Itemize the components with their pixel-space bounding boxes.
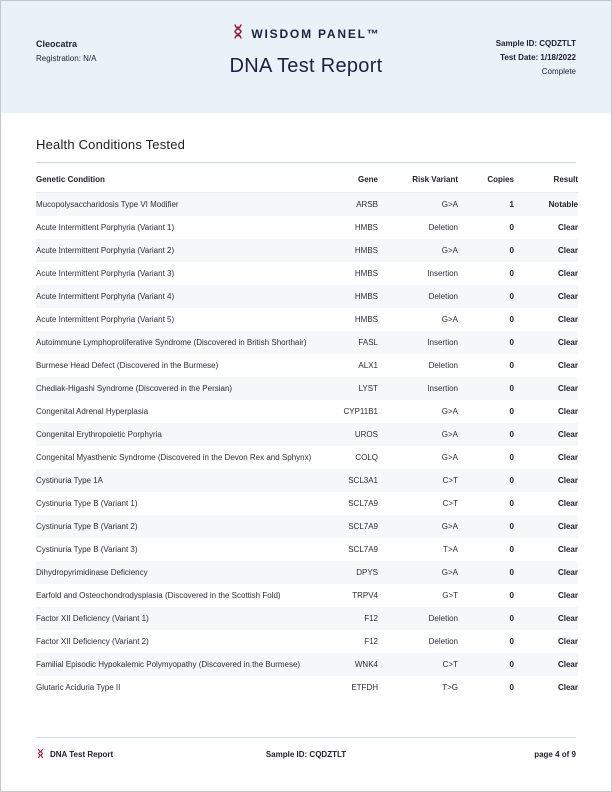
- cell-result: Clear: [557, 568, 578, 577]
- cell-risk-variant: Deletion: [428, 361, 458, 370]
- cell-risk-variant: G>A: [441, 315, 458, 324]
- report-header: [1, 1, 611, 113]
- table-row: [36, 308, 578, 331]
- cell-result: Clear: [557, 545, 578, 554]
- cell-risk-variant: T>G: [442, 683, 458, 692]
- registration: Registration: N/A: [36, 54, 97, 63]
- table-row: [36, 584, 578, 607]
- status-text: Complete: [541, 67, 576, 76]
- cell-risk-variant: G>A: [441, 246, 458, 255]
- table-row: [36, 262, 578, 285]
- cell-risk-variant: G>A: [441, 407, 458, 416]
- cell-gene: UROS: [354, 430, 378, 439]
- dna-helix-icon: [36, 748, 45, 761]
- cell-condition: Chediak-Higashi Syndrome (Discovered in the Persian): [36, 384, 233, 393]
- footer-sample-id: Sample ID: CQDZTLT: [265, 750, 347, 759]
- cell-copies: 0: [509, 545, 514, 554]
- brand-row: [186, 23, 426, 45]
- cell-gene: CYP11B1: [343, 407, 378, 416]
- cell-risk-variant: G>A: [441, 522, 458, 531]
- cell-copies: 0: [509, 407, 514, 416]
- cell-gene: HMBS: [354, 246, 378, 255]
- cell-risk-variant: C>T: [442, 660, 458, 669]
- cell-risk-variant: T>A: [443, 545, 458, 554]
- cell-copies: 0: [509, 476, 514, 485]
- test-date: Test Date: 1/18/2022: [500, 53, 576, 62]
- cell-copies: 0: [509, 223, 514, 232]
- cell-condition: Congenital Adrenal Hyperplasia: [36, 407, 149, 416]
- cell-result: Clear: [557, 637, 578, 646]
- cell-copies: 1: [509, 200, 514, 209]
- cell-gene: SCL7A9: [348, 499, 378, 508]
- table-row: [36, 193, 578, 217]
- cell-condition: Acute Intermittent Porphyria (Variant 1): [36, 223, 175, 232]
- table-row: [36, 400, 578, 423]
- cell-condition: Cystinuria Type B (Variant 2): [36, 522, 138, 531]
- cell-risk-variant: Insertion: [427, 269, 458, 278]
- pet-info: [36, 23, 186, 97]
- dna-helix-icon: [231, 23, 245, 45]
- cell-risk-variant: Insertion: [427, 384, 458, 393]
- cell-result: Clear: [557, 223, 578, 232]
- cell-copies: 0: [509, 269, 514, 278]
- cell-result: Clear: [557, 453, 578, 462]
- table-row: [36, 561, 578, 584]
- cell-condition: Cystinuria Type B (Variant 3): [36, 545, 138, 554]
- cell-result: Clear: [557, 430, 578, 439]
- table-row: [36, 653, 578, 676]
- table-header: [36, 167, 578, 193]
- section-header: [36, 137, 576, 163]
- cell-copies: 0: [509, 568, 514, 577]
- cell-condition: Factor XII Deficiency (Variant 1): [36, 614, 149, 623]
- table-row: [36, 676, 578, 699]
- table-row: [36, 469, 578, 492]
- column-genetic-condition: Genetic Condition: [36, 167, 312, 193]
- table-row: [36, 423, 578, 446]
- cell-gene: LYST: [358, 384, 378, 393]
- cell-gene: ETFDH: [351, 683, 378, 692]
- cell-condition: Acute Intermittent Porphyria (Variant 5): [36, 315, 175, 324]
- cell-copies: 0: [509, 338, 514, 347]
- cell-condition: Familial Episodic Hypokalemic Polymyopathy (Discovered in the Burmese): [36, 660, 301, 669]
- sample-info: [426, 23, 576, 97]
- table-row: [36, 538, 578, 561]
- table-row: [36, 377, 578, 400]
- table-row: [36, 331, 578, 354]
- cell-condition: Glutaric Aciduria Type II: [36, 683, 121, 692]
- cell-condition: Earfold and Osteochondrodysplasia (Discovered in the Scottish Fold): [36, 591, 281, 600]
- cell-result: Clear: [557, 246, 578, 255]
- cell-result: Clear: [557, 522, 578, 531]
- cell-gene: HMBS: [354, 269, 378, 278]
- cell-condition: Mucopolysaccharidosis Type VI Modifier: [36, 200, 179, 209]
- cell-gene: HMBS: [354, 223, 378, 232]
- cell-copies: 0: [509, 292, 514, 301]
- cell-gene: WNK4: [354, 660, 378, 669]
- cell-copies: 0: [509, 591, 514, 600]
- cell-risk-variant: G>T: [442, 591, 458, 600]
- cell-gene: F12: [364, 614, 378, 623]
- cell-result: Clear: [557, 499, 578, 508]
- cell-condition: Acute Intermittent Porphyria (Variant 4): [36, 292, 175, 301]
- table-row: [36, 216, 578, 239]
- cell-copies: 0: [509, 361, 514, 370]
- column-result: Result: [514, 167, 578, 193]
- cell-result: Clear: [557, 683, 578, 692]
- cell-result: Clear: [557, 315, 578, 324]
- cell-result: Clear: [557, 384, 578, 393]
- cell-condition: Cystinuria Type 1A: [36, 476, 103, 485]
- cell-condition: Burmese Head Defect (Discovered in the Burmese): [36, 361, 219, 370]
- brand-name: WISDOM PANEL™: [251, 27, 381, 41]
- cell-risk-variant: Deletion: [428, 223, 458, 232]
- cell-condition: Acute Intermittent Porphyria (Variant 3): [36, 269, 175, 278]
- cell-result: Clear: [557, 269, 578, 278]
- cell-gene: COLQ: [355, 453, 378, 462]
- cell-condition: Congenital Erythropoietic Porphyria: [36, 430, 162, 439]
- table-row: [36, 607, 578, 630]
- cell-gene: ARSB: [356, 200, 378, 209]
- cell-copies: 0: [509, 637, 514, 646]
- cell-risk-variant: Deletion: [428, 637, 458, 646]
- sample-id: Sample ID: CQDZTLT: [495, 39, 576, 48]
- column-copies: Copies: [458, 167, 514, 193]
- cell-risk-variant: G>A: [441, 568, 458, 577]
- cell-result: Clear: [557, 338, 578, 347]
- health-conditions-table: [36, 167, 578, 699]
- cell-result: Clear: [557, 361, 578, 370]
- table-row: [36, 354, 578, 377]
- cell-copies: 0: [509, 315, 514, 324]
- table-row: [36, 630, 578, 653]
- cell-result: Clear: [557, 476, 578, 485]
- cell-result: Clear: [557, 614, 578, 623]
- pet-name: Cleocatra: [36, 39, 78, 49]
- cell-copies: 0: [509, 660, 514, 669]
- cell-gene: TRPV4: [352, 591, 378, 600]
- cell-risk-variant: G>A: [441, 200, 458, 209]
- column-risk-variant: Risk Variant: [378, 167, 458, 193]
- cell-gene: F12: [364, 637, 378, 646]
- cell-copies: 0: [509, 453, 514, 462]
- cell-gene: HMBS: [354, 315, 378, 324]
- cell-result: Notable: [548, 200, 578, 209]
- cell-result: Clear: [557, 660, 578, 669]
- section-title: Health Conditions Tested: [36, 137, 186, 152]
- cell-risk-variant: Deletion: [428, 292, 458, 301]
- table-body: [36, 193, 578, 700]
- table-row: [36, 515, 578, 538]
- cell-condition: Congenital Myasthenic Syndrome (Discovered in the Devon Rex and Sphynx): [36, 453, 312, 462]
- table-row: [36, 285, 578, 308]
- cell-copies: 0: [509, 499, 514, 508]
- cell-gene: ALX1: [358, 361, 378, 370]
- cell-gene: DPYS: [356, 568, 378, 577]
- cell-result: Clear: [557, 591, 578, 600]
- cell-result: Clear: [557, 292, 578, 301]
- column-gene: Gene: [312, 167, 378, 193]
- cell-condition: Dihydropyrimidinase Deficiency: [36, 568, 148, 577]
- cell-condition: Acute Intermittent Porphyria (Variant 2): [36, 246, 175, 255]
- footer-page-number: page 4 of 9: [534, 750, 576, 759]
- cell-gene: HMBS: [354, 292, 378, 301]
- cell-condition: Factor XII Deficiency (Variant 2): [36, 637, 149, 646]
- cell-risk-variant: G>A: [441, 430, 458, 439]
- cell-copies: 0: [509, 430, 514, 439]
- table-row: [36, 446, 578, 469]
- brand-block: [186, 23, 426, 97]
- cell-gene: SCL3A1: [348, 476, 378, 485]
- cell-copies: 0: [509, 522, 514, 531]
- cell-copies: 0: [509, 683, 514, 692]
- table-header-row: [36, 167, 578, 193]
- cell-copies: 0: [509, 384, 514, 393]
- cell-risk-variant: G>A: [441, 453, 458, 462]
- report-footer: [36, 737, 576, 761]
- cell-risk-variant: Insertion: [427, 338, 458, 347]
- cell-gene: SCL7A9: [348, 522, 378, 531]
- cell-condition: Autoimmune Lymphoproliferative Syndrome (Discovered in British Shorthair): [36, 338, 307, 347]
- page-title: DNA Test Report: [229, 55, 383, 77]
- cell-condition: Cystinuria Type B (Variant 1): [36, 499, 138, 508]
- cell-copies: 0: [509, 246, 514, 255]
- table-row: [36, 239, 578, 262]
- cell-result: Clear: [557, 407, 578, 416]
- cell-risk-variant: C>T: [442, 476, 458, 485]
- footer-brand: [36, 748, 186, 761]
- cell-risk-variant: C>T: [442, 499, 458, 508]
- cell-copies: 0: [509, 614, 514, 623]
- cell-gene: SCL7A9: [348, 545, 378, 554]
- table-row: [36, 492, 578, 515]
- cell-gene: FASL: [358, 338, 378, 347]
- cell-risk-variant: Deletion: [428, 614, 458, 623]
- footer-report-label: DNA Test Report: [50, 750, 114, 759]
